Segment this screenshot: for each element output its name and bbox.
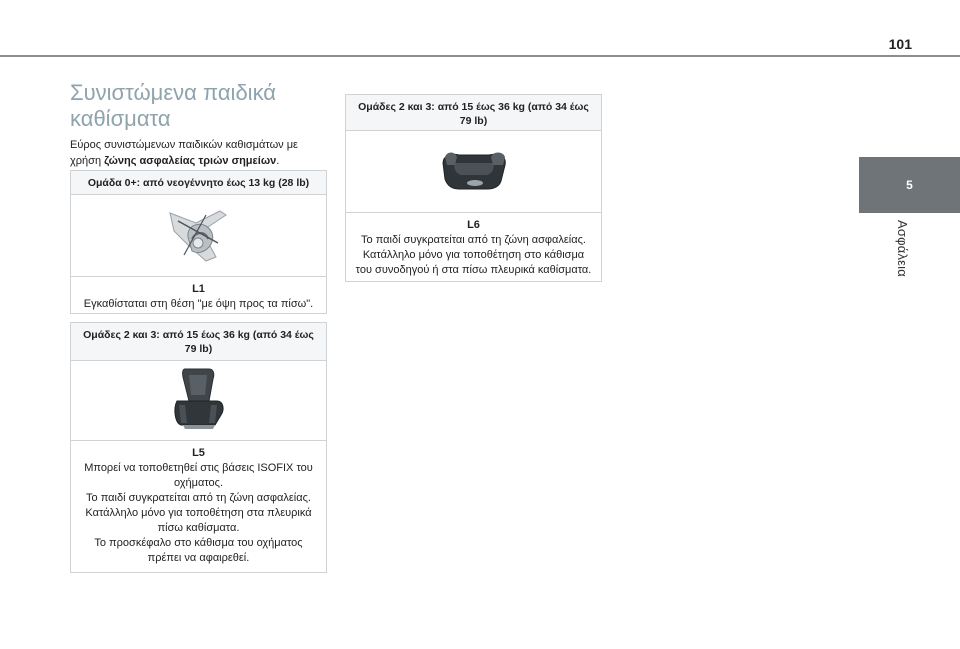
- seat-description-line: Εγκαθίσταται στη θέση "με όψη προς τα πίσω".: [83, 298, 314, 310]
- seat-description: [346, 213, 601, 283]
- rear-facing-infant-seat-icon: [166, 201, 232, 270]
- high-back-booster-seat-icon: [169, 365, 229, 436]
- intro-end: .: [276, 155, 280, 167]
- seat-card-l1: [70, 170, 327, 314]
- seat-description-line: Το παιδί συγκρατείται από τη ζώνη ασφαλείας.: [86, 492, 311, 504]
- intro-bold-text: ζώνης ασφαλείας τριών σημείων: [104, 155, 277, 167]
- seat-description: [71, 441, 326, 571]
- chapter-title: Ασφάλεια: [895, 220, 910, 277]
- seat-card-l6: [345, 94, 602, 282]
- seat-code: L6: [467, 219, 480, 231]
- seat-description-line: Κατάλληλο μόνο για τοποθέτηση στο κάθισμα του συνοδηγού ή στα πίσω πλευρικά καθίσματα.: [355, 249, 592, 276]
- header-rule: [0, 55, 960, 57]
- seat-group-label: Ομάδες 2 και 3: από 15 έως 36 kg (από 34 έως 79 lb): [346, 95, 601, 131]
- seat-code: L1: [192, 283, 205, 295]
- seat-code: L5: [192, 447, 205, 459]
- seat-description-line: Το παιδί συγκρατείται από τη ζώνη ασφαλείας.: [361, 234, 586, 246]
- seat-group-label: Ομάδα 0+: από νεογέννητο έως 13 kg (28 lb): [71, 171, 326, 195]
- chapter-number: 5: [906, 178, 913, 192]
- seat-description-line: Το προσκέφαλο στο κάθισμα του οχήματος πρέπει να αφαιρεθεί.: [94, 537, 303, 564]
- seat-description-line: Μπορεί να τοποθετηθεί στις βάσεις ISOFIX του οχήματος.: [84, 462, 313, 489]
- seat-description: [71, 277, 326, 317]
- seat-image-area: [71, 195, 326, 277]
- section-intro: [70, 137, 330, 169]
- seat-group-label: Ομάδες 2 και 3: από 15 έως 36 kg (από 34 έως 79 lb): [71, 323, 326, 361]
- seat-image-area: [346, 131, 601, 213]
- section-title: Συνιστώμενα παιδικά καθίσματα: [70, 80, 277, 131]
- seat-image-area: [71, 361, 326, 441]
- page-number: 101: [888, 36, 912, 52]
- intro-text: Εύρος συνιστώμενων παιδικών καθισμάτων με χρήση: [70, 139, 298, 167]
- seat-description-line: Κατάλληλο μόνο για τοποθέτηση στα πλευρικά πίσω καθίσματα.: [85, 507, 312, 534]
- booster-cushion-icon: [437, 143, 511, 200]
- seat-card-l5: [70, 322, 327, 573]
- chapter-tab: [859, 157, 960, 213]
